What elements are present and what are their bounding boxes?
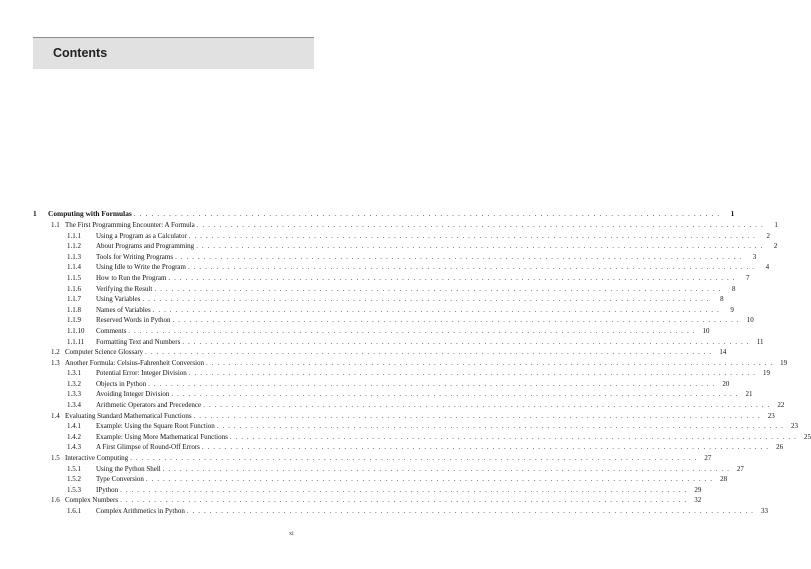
toc-subsection-entry[interactable] [33, 442, 784, 453]
toc-entry-number: 1.1 [51, 220, 60, 229]
toc-entry-title: Comments [96, 326, 127, 335]
toc-entry-page: 3 [752, 252, 757, 261]
toc-leader-dots [197, 220, 764, 231]
toc-section-entry[interactable] [33, 358, 788, 369]
toc-entry-page: 19 [762, 369, 770, 378]
toc-entry-page: 1 [774, 220, 778, 229]
page-folio: xi [289, 531, 294, 537]
toc-entry-page: 4 [765, 263, 770, 272]
toc-section-entry[interactable] [33, 495, 702, 506]
toc-entry-number: 1.2 [51, 348, 60, 357]
toc-entry-title: Arithmetic Operators and Precedence [96, 401, 202, 410]
page-title: Contents [53, 46, 108, 60]
toc-leader-dots [217, 421, 784, 432]
toc-entry-number: 1.6.1 [67, 507, 81, 516]
toc-entry-title: Names of Variables [96, 305, 151, 314]
toc-leader-dots [189, 231, 756, 242]
toc-subsection-entry[interactable] [33, 389, 753, 400]
toc-entry-page: 9 [730, 305, 734, 314]
toc-entry-title: How to Run the Program [96, 273, 167, 282]
toc-entry-title: Using Variables [96, 295, 141, 304]
toc-entry-number: 1.4.1 [67, 422, 81, 431]
toc-entry-page: 7 [746, 273, 750, 282]
contents-header-bar [33, 38, 314, 69]
toc-entry-page: 20 [722, 379, 730, 388]
toc-leader-dots [182, 337, 749, 348]
toc-entry-title: Reserved Words in Python [96, 316, 171, 325]
toc-entry-number: 1.5.3 [67, 485, 81, 494]
toc-subsection-entry[interactable] [33, 474, 728, 485]
toc-entry-number: 1.4 [51, 411, 60, 420]
toc-entry-number: 1.5.2 [67, 475, 81, 484]
toc-entry-title: Formatting Text and Numbers [96, 337, 181, 346]
toc-entry-number: 1 [33, 209, 37, 218]
toc-entry-number: 1.4.2 [67, 432, 81, 441]
toc-entry-page: 21 [745, 390, 753, 399]
toc-entry-title: Another Formula: Celsius-Fahrenheit Conversion [65, 358, 205, 367]
toc-entry-page: 10 [746, 316, 754, 325]
toc-subsection-entry[interactable] [33, 305, 734, 316]
toc-entry-page: 32 [694, 496, 702, 505]
toc-entry-page: 11 [756, 337, 764, 346]
toc-entry-number: 1.3 [51, 358, 60, 367]
toc-leader-dots [171, 389, 738, 400]
toc-entry-page: 8 [720, 295, 724, 304]
toc-leader-dots [175, 252, 742, 263]
toc-section-entry[interactable] [33, 220, 778, 231]
toc-leader-dots [230, 432, 797, 443]
toc-leader-dots [188, 262, 755, 273]
toc-entry-title: About Programs and Programming [96, 242, 195, 251]
toc-entry-page: 26 [776, 443, 784, 452]
toc-entry-number: 1.1.1 [67, 231, 81, 240]
toc-entry-page: 14 [719, 348, 727, 357]
toc-entry-number: 1.3.3 [67, 390, 81, 399]
toc-entry-number: 1.3.1 [67, 369, 81, 378]
toc-entry-number: 1.1.10 [67, 326, 85, 335]
toc-entry-title: Using Idle to Write the Program [96, 263, 186, 272]
toc-entry-number: 1.1.8 [67, 305, 81, 314]
toc-entry-page: 25 [803, 432, 811, 441]
toc-entry-title: Computing with Formulas [48, 209, 132, 218]
toc-leader-dots [189, 368, 756, 379]
toc-entry-number: 1.1.11 [67, 337, 85, 346]
table-of-contents [33, 209, 811, 517]
toc-subsection-entry[interactable] [33, 337, 764, 348]
toc-subsection-entry[interactable] [33, 252, 757, 263]
toc-leader-dots [163, 464, 730, 475]
toc-leader-dots [173, 315, 740, 326]
toc-leader-dots [120, 495, 687, 506]
toc-leader-dots [128, 326, 695, 337]
toc-entry-number: 1.5.1 [67, 464, 81, 473]
toc-section-entry[interactable] [33, 347, 727, 358]
toc-entry-title: IPython [96, 485, 119, 494]
toc-entry-page: 19 [780, 358, 788, 367]
toc-entry-number: 1.1.3 [67, 252, 81, 261]
toc-leader-dots [202, 442, 769, 453]
toc-leader-dots [168, 273, 735, 284]
toc-entry-page: 2 [766, 231, 770, 240]
toc-entry-page: 29 [694, 485, 702, 494]
toc-entry-number: 1.1.9 [67, 316, 81, 325]
toc-entry-title: Type Conversion [96, 475, 144, 484]
toc-entry-title: Example: Using the Square Root Function [96, 422, 215, 431]
toc-subsection-entry[interactable] [33, 506, 769, 517]
toc-entry-title: Evaluating Standard Mathematical Functions [65, 411, 192, 420]
toc-subsection-entry[interactable] [33, 432, 811, 443]
toc-entry-number: 1.1.4 [67, 263, 81, 272]
toc-entry-number: 1.4.3 [67, 443, 81, 452]
toc-leader-dots [153, 305, 720, 316]
toc-subsection-entry[interactable] [33, 294, 724, 305]
toc-leader-dots [148, 379, 715, 390]
toc-entry-number: 1.3.2 [67, 379, 81, 388]
toc-subsection-entry[interactable] [33, 326, 710, 337]
toc-entry-page: 27 [704, 454, 712, 463]
toc-leader-dots [206, 358, 773, 369]
toc-entry-page: 8 [732, 284, 736, 293]
toc-entry-title: The First Programming Encounter: A Formula [65, 220, 195, 229]
toc-entry-number: 1.1.7 [67, 295, 81, 304]
toc-subsection-entry[interactable] [33, 231, 770, 242]
toc-entry-page: 23 [767, 411, 775, 420]
toc-leader-dots [142, 294, 709, 305]
toc-entry-title: Using a Program as a Calculator [96, 231, 187, 240]
toc-entry-title: Potential Error: Integer Division [96, 369, 187, 378]
toc-chapter-entry[interactable] [33, 209, 735, 220]
toc-entry-page: 22 [777, 401, 785, 410]
toc-entry-title: A First Glimpse of Round-Off Errors [96, 443, 200, 452]
toc-leader-dots [154, 284, 721, 295]
toc-leader-dots [196, 241, 763, 252]
toc-subsection-entry[interactable] [33, 464, 744, 475]
toc-section-entry[interactable] [33, 411, 775, 422]
toc-entry-title: Using the Python Shell [96, 464, 161, 473]
toc-leader-dots [134, 209, 721, 220]
toc-subsection-entry[interactable] [33, 400, 785, 411]
toc-entry-title: Interactive Computing [65, 454, 129, 463]
toc-leader-dots [187, 506, 754, 517]
toc-entry-number: 1.1.6 [67, 284, 81, 293]
toc-entry-title: Example: Using More Mathematical Functions [96, 432, 228, 441]
toc-subsection-entry[interactable] [33, 368, 770, 379]
toc-leader-dots [146, 474, 713, 485]
toc-section-entry[interactable] [33, 453, 712, 464]
toc-leader-dots [203, 400, 770, 411]
toc-entry-page: 1 [730, 209, 735, 218]
toc-entry-title: Computer Science Glossary [65, 348, 144, 357]
toc-entry-title: Tools for Writing Programs [96, 252, 174, 261]
toc-entry-title: Objects in Python [96, 379, 147, 388]
toc-entry-number: 1.5 [51, 454, 60, 463]
toc-entry-title: Complex Numbers [65, 496, 119, 505]
toc-entry-title: Complex Arithmetics in Python [96, 507, 185, 516]
toc-entry-page: 28 [720, 475, 728, 484]
toc-leader-dots [145, 347, 712, 358]
toc-subsection-entry[interactable] [33, 241, 778, 252]
toc-entry-page: 27 [736, 464, 744, 473]
toc-subsection-entry[interactable] [33, 315, 754, 326]
toc-subsection-entry[interactable] [33, 421, 798, 432]
toc-entry-page: 10 [702, 326, 710, 335]
toc-subsection-entry[interactable] [33, 273, 750, 284]
toc-subsection-entry[interactable] [33, 262, 770, 273]
toc-entry-number: 1.3.4 [67, 401, 81, 410]
toc-entry-number: 1.1.5 [67, 273, 81, 282]
toc-subsection-entry[interactable] [33, 485, 702, 496]
toc-entry-title: Verifying the Result [96, 284, 153, 293]
toc-entry-number: 1.1.2 [67, 242, 81, 251]
toc-entry-page: 2 [773, 242, 778, 251]
toc-subsection-entry[interactable] [33, 284, 736, 295]
toc-entry-page: 23 [790, 422, 798, 431]
toc-leader-dots [194, 411, 761, 422]
toc-leader-dots [120, 485, 687, 496]
toc-entry-number: 1.6 [51, 496, 60, 505]
toc-subsection-entry[interactable] [33, 379, 730, 390]
toc-entry-page: 33 [761, 507, 769, 516]
toc-leader-dots [130, 453, 697, 464]
toc-entry-title: Avoiding Integer Division [96, 390, 170, 399]
